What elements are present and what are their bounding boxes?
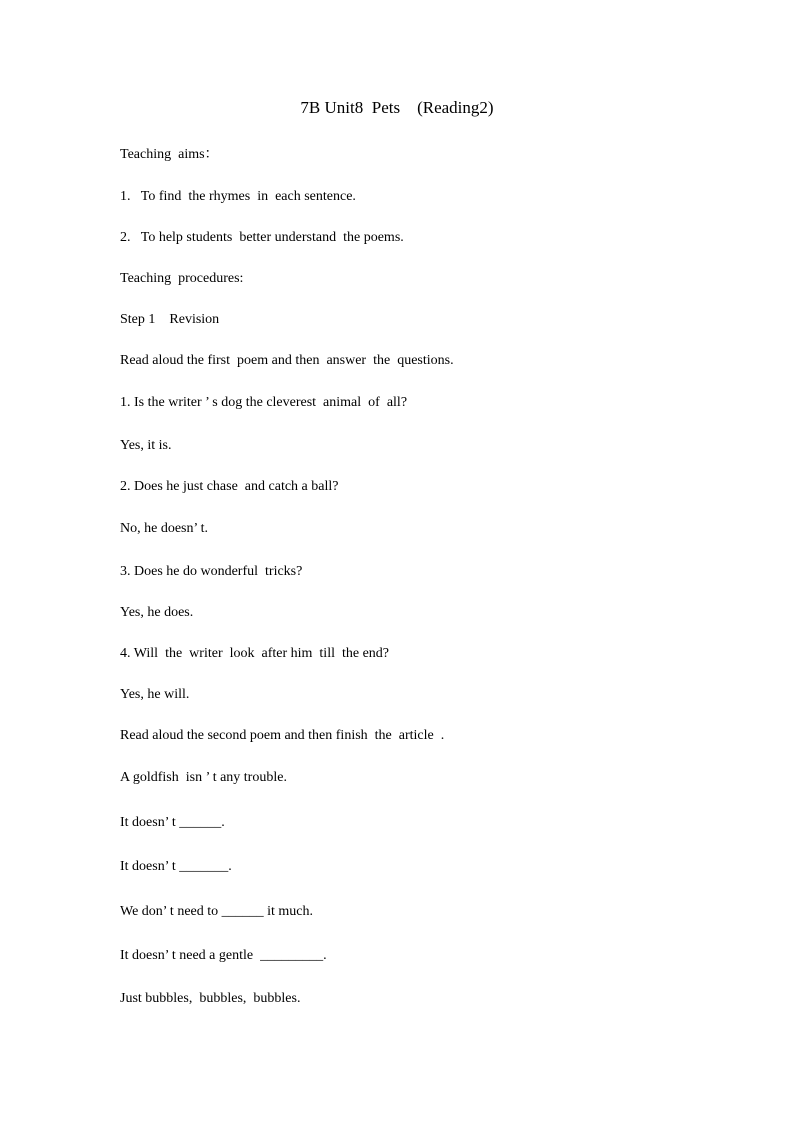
question-4: 4. Will the writer look after him till the end?: [120, 646, 390, 661]
question-3: 3. Does he do wonderful tricks?: [120, 564, 303, 579]
poem-line-5: It doesn’ t need a gentle _________.: [120, 948, 327, 963]
aim-1: 1. To find the rhymes in each sentence.: [120, 189, 356, 204]
poem-line-6: Just bubbles, bubbles, bubbles.: [120, 991, 301, 1006]
question-1: 1. Is the writer ’ s dog the cleverest animal of all?: [120, 395, 408, 410]
instruction-first-poem: Read aloud the first poem and then answer the questions.: [120, 353, 454, 368]
poem-line-2: It doesn’ t ______.: [120, 815, 225, 830]
teaching-procedures-heading: Teaching procedures:: [120, 271, 244, 286]
document-title: 7B Unit8 Pets (Reading2): [300, 98, 494, 117]
poem-line-3: It doesn’ t _______.: [120, 859, 232, 874]
answer-2: No, he doesn’ t.: [120, 521, 208, 536]
instruction-second-poem: Read aloud the second poem and then finish the article .: [120, 728, 445, 743]
teaching-aims-heading: Teaching aims：: [120, 147, 219, 162]
poem-line-1: A goldfish isn ’ t any trouble.: [120, 770, 287, 785]
answer-4: Yes, he will.: [120, 687, 190, 702]
poem-line-4: We don’ t need to ______ it much.: [120, 904, 314, 919]
question-2: 2. Does he just chase and catch a ball?: [120, 479, 339, 494]
aim-2: 2. To help students better understand the poems.: [120, 230, 404, 245]
step-1-heading: Step 1 Revision: [120, 312, 220, 327]
answer-1: Yes, it is.: [120, 438, 172, 453]
answer-3: Yes, he does.: [120, 605, 194, 620]
